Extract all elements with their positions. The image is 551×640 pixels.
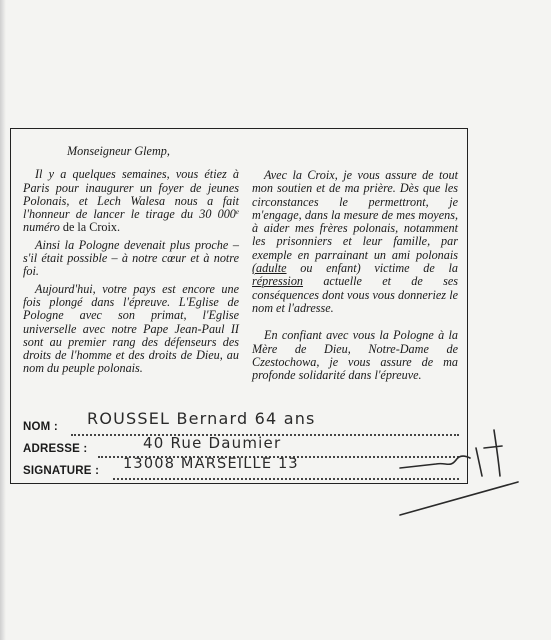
adresse-label: ADRESSE : (23, 443, 88, 455)
adresse-handwritten-value[interactable]: 40 Rue Daumier (143, 434, 282, 452)
ordinal-suffix: e (235, 208, 239, 217)
letter-greeting: Monseigneur Glemp, (67, 144, 170, 158)
letter-paragraph-text: Il y a quelques semaines, vous étiez à Paris pour inaugurer un foyer de jeunes Polonais, et Lech Walesa nous a fait l'honneur de lancer le tirage du 30 000 (23, 167, 239, 222)
scan-edge-shadow (0, 0, 6, 640)
issue-suffix: numéro (23, 220, 60, 235)
newspaper-name: de la Croix. (62, 220, 121, 235)
letter-paragraph-text: Avec la Croix, je vous assure de tout mon soutien et de ma prière. Dès que les circonstances le permettront, je m'engage, dans la mesure de mes moyens, à aider mes frères polonais, notamment les prisonniers et leur famille, par exemple en parrainant un ami polonais (252, 168, 458, 262)
nom-label: NOM : (23, 421, 58, 433)
letter-right-column (252, 169, 458, 386)
letter-paragraph (252, 169, 458, 315)
nom-handwritten-value[interactable]: ROUSSEL Bernard 64 ans (87, 409, 316, 428)
signature-label: SIGNATURE : (23, 465, 100, 477)
letter-paragraph-text: ou enfant) (286, 261, 361, 276)
handwritten-signature-icon (390, 420, 530, 520)
handwritten-underline-text: répression (252, 274, 304, 289)
letter-paragraph-text: victime de la (360, 261, 458, 276)
letter-paragraph: En confiant avec vous la Pologne à la Mère de Dieu, Notre-Dame de Czestochowa, je vous assure de ma profonde solidarité dans l'épreuve. (252, 328, 458, 383)
letter-paragraph: Ainsi la Pologne devenait plus proche – s'il était possible – à notre cœur et à notre foi. (23, 237, 239, 279)
letter-left-column (23, 145, 239, 380)
letter-paragraph (23, 168, 239, 234)
handwritten-underline-text: (adulte (252, 261, 287, 276)
letter-paragraph: Aujourd'hui, votre pays est encore une fois plongé dans l'épreuve. L'Eglise de Pologne avec son primat, l'Eglise universelle avec notre Pape Jean-Paul II sont au premier rang des défenseurs des droits de l'homme et des droits de Dieu, au nom du peuple polonais. (23, 281, 239, 376)
letter-paragraph-text: actuelle et de ses conséquences dont vous vous donneriez le nom et l'adresse. (252, 274, 458, 315)
signature-handwritten-value[interactable]: 13008 MARSEILLE 13 (123, 456, 299, 472)
